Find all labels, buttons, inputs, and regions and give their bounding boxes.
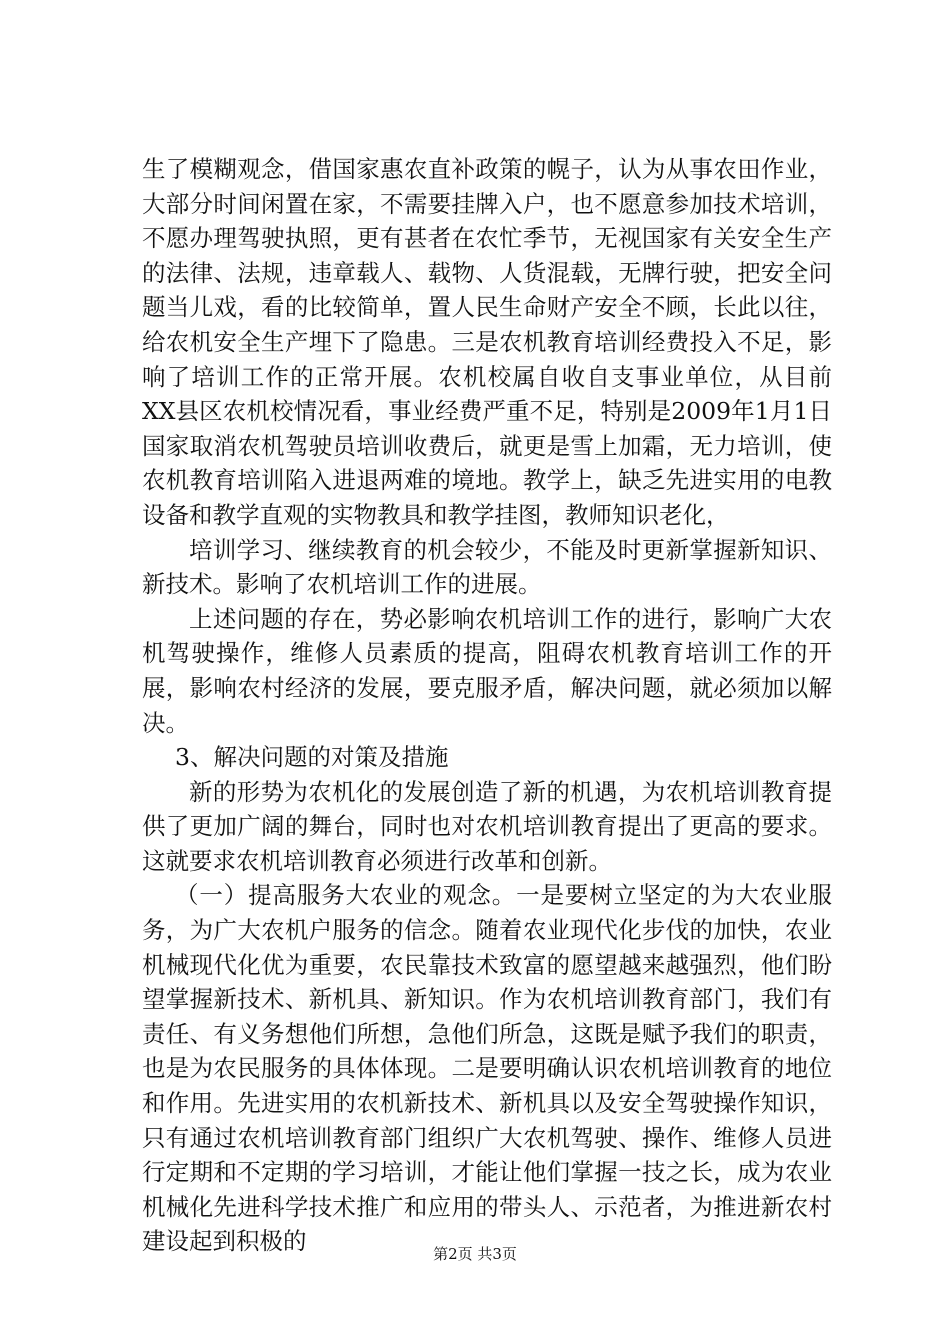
- page-footer: [0, 1244, 950, 1264]
- paragraph: （一）提高服务大农业的观念。一是要树立坚定的为大农业服务，为广大农机户服务的信念。随着农业现代化步伐的加快，农业机械现代化优为重要，农民靠技术致富的愿望越来越强烈，他们盼望掌握新技术、新机具、新知识。作为农机培训教育部门，我们有责任、有义务想他们所想，急他们所急，这既是赋予我们的职责，也是为农民服务的具体体现。二是要明确认识农机培训教育的地位和作用。先进实用的农机新技术、新机具以及安全驾驶操作知识，只有通过农机培训教育部门组织广大农机驾驶、操作、维修人员进行定期和不定期的学习培训，才能让他们掌握一技之长，成为农业机械化先进科学技术推广和应用的带头人、示范者，为推进新农村建设起到积极的: [142, 881, 832, 1256]
- section-heading: 3、解决问题的对策及措施: [175, 743, 449, 772]
- paragraph: 上述问题的存在，势必影响农机培训工作的进行，影响广大农机驾驶操作，维修人员素质的提高，阻碍农机教育培训工作的开展，影响农村经济的发展，要克服矛盾，解决问题，就必须加以解决。: [142, 604, 832, 737]
- page-number: 第2页 共3页: [433, 1245, 517, 1263]
- paragraph: 生了模糊观念，借国家惠农直补政策的幌子，认为从事农田作业，大部分时间闲置在家，不需要挂牌入户，也不愿意参加技术培训，不愿办理驾驶执照，更有甚者在农忙季节，无视国家有关安全生产的法律、法规，违章载人、载物、人货混载，无牌行驶，把安全问题当儿戏，看的比较简单，置人民生命财产安全不顾，长此以往，给农机安全生产埋下了隐患。三是农机教育培训经费投入不足，影响了培训工作的正常开展。农机校属自收自支事业单位，从目前XX县区农机校情况看，事业经费严重不足，特别是2009年1月1日国家取消农机驾驶员培训收费后，就更是雪上加霜，无力培训，使农机教育培训陷入进退两难的境地。教学上，缺乏先进实用的电教设备和教学直观的实物教具和教学挂图，教师知识老化，: [142, 155, 832, 529]
- body-text: [142, 152, 832, 1259]
- paragraph: 培训学习、继续教育的机会较少，不能及时更新掌握新知识、新技术。影响了农机培训工作的进展。: [142, 535, 832, 599]
- paragraph: 新的形势为农机化的发展创造了新的机遇，为农机培训教育提供了更加广阔的舞台，同时也对农机培训教育提出了更高的要求。这就要求农机培训教育必须进行改革和创新。: [142, 777, 832, 875]
